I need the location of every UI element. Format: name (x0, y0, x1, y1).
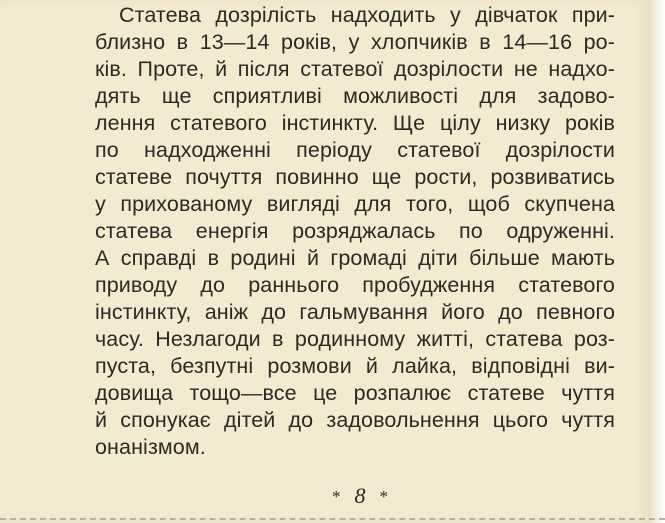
text-line: Статева дозрілість надходить у дівчаток при- (119, 3, 615, 27)
page-number-value: 8 (354, 483, 366, 508)
star-ornament: * (379, 487, 388, 506)
text-line: статева енергія розряджалась по одруженні. (95, 219, 615, 243)
dashed-border (0, 518, 665, 520)
text-line: лення статевого інстинкту. Ще цілу низку років (95, 111, 615, 135)
page-number (300, 483, 420, 509)
text-line: приводу до раннього пробудження статевого (95, 273, 615, 297)
text-line: часу. Незлагоди в родинному житті, статева роз- (95, 327, 615, 351)
text-line: близно в 13—14 років, у хлопчиків в 14—16 ро- (95, 30, 615, 54)
text-line: А справді в родині й громаді діти більше мають (95, 246, 615, 270)
text-line: статеве почуття повинно ще рости, розвиватись (95, 165, 615, 189)
star-ornament: * (332, 487, 341, 506)
page-edge (650, 0, 665, 523)
text-line: дять ще сприятливі можливості для задово- (95, 84, 615, 108)
paragraph (95, 2, 615, 461)
text-line: довища тощо—все це розпалює статеве чуття (95, 381, 615, 405)
text-line: по надходженні періоду статевої дозрілости (95, 138, 615, 162)
text-line: онанізмом. (95, 435, 206, 459)
text-line: ків. Проте, й після статевої дозрілости не надхо- (95, 57, 615, 81)
text-line: й спонукає дітей до задовольнення цього чуття (95, 408, 615, 432)
text-line: інстинкту, аніж до гальмування його до певного (95, 300, 615, 324)
text-line: пуста, безпутні розмови й лайка, відповідні ви- (95, 354, 615, 378)
text-line: у прихованому вигляді для того, щоб скупчена (95, 192, 615, 216)
